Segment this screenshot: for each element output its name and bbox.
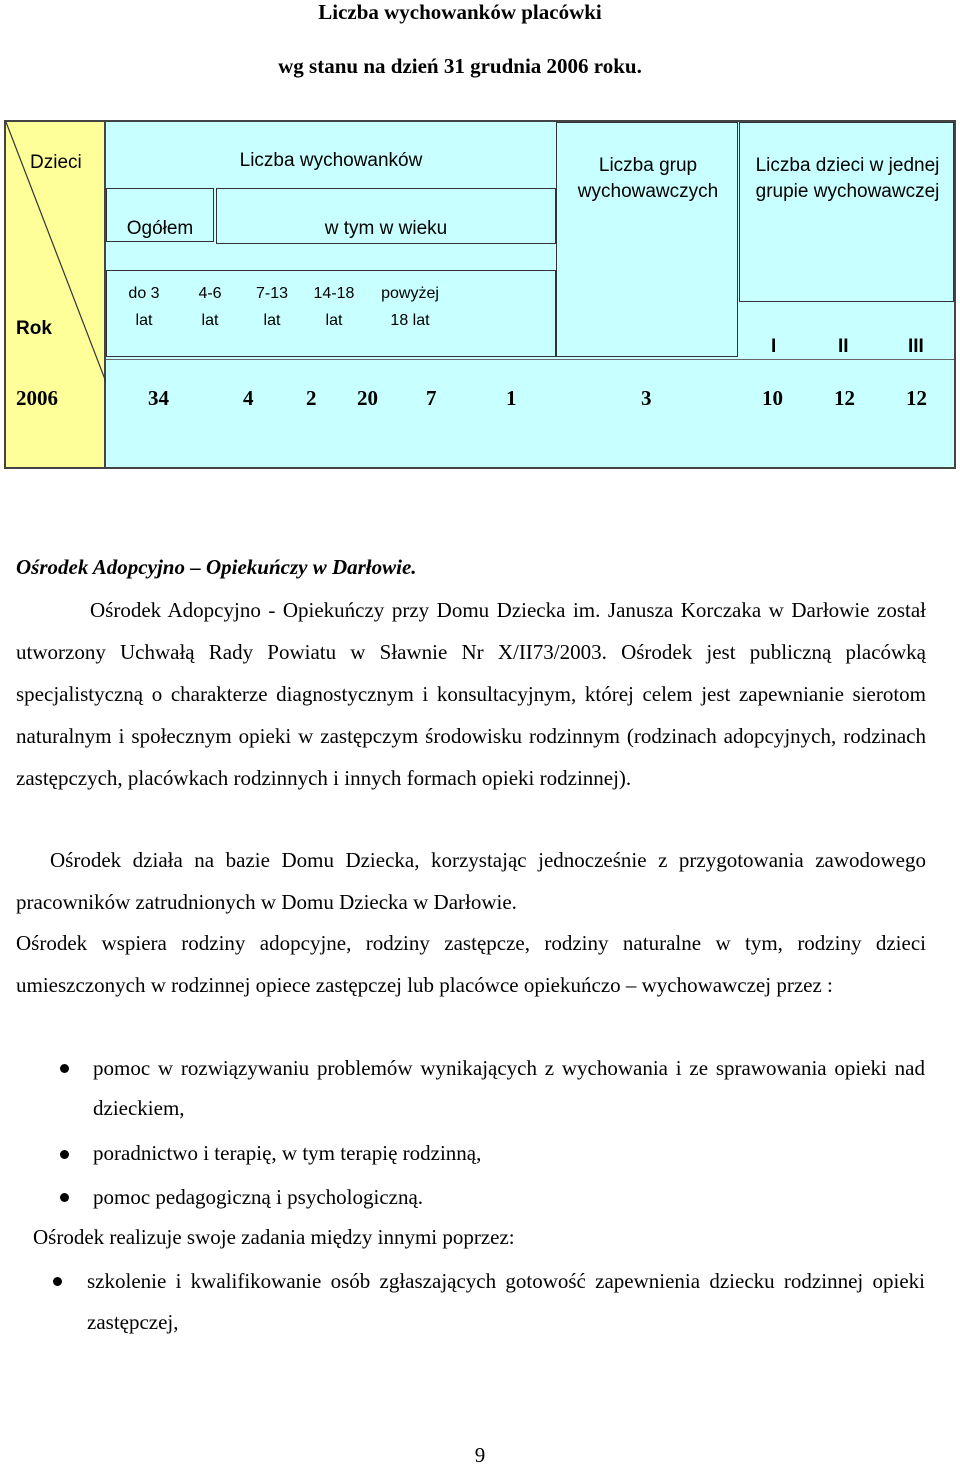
document-subtitle: wg stanu na dzień 31 grudnia 2006 roku.	[278, 54, 642, 78]
total-header-label: Ogółem	[126, 218, 194, 239]
statistics-table	[4, 120, 956, 469]
row-per-group-1: 10	[762, 386, 783, 410]
group-number-2: II	[838, 336, 849, 357]
bullet-icon	[60, 1150, 69, 1159]
age-range-3	[306, 280, 362, 334]
bullet-icon	[53, 1277, 62, 1286]
row-per-group-3: 12	[906, 386, 927, 410]
age-range-2-top: 7-13	[255, 285, 289, 302]
header-children-label: Liczba wychowanków	[239, 150, 423, 171]
row-age-4: 1	[506, 386, 517, 410]
per-group-header-label: Liczba dzieci w jednej grupie wychowawczej	[755, 155, 940, 202]
age-range-4-top: powyżej	[381, 285, 439, 302]
group-number-1: I	[771, 336, 777, 357]
age-range-4-bottom: 18 lat	[390, 312, 430, 329]
age-range-4	[372, 280, 448, 334]
age-range-0-top: do 3	[128, 285, 160, 302]
paragraph-4: Ośrodek realizuje swoje zadania między innymi poprzez:	[33, 1225, 515, 1249]
groups-header-cell	[556, 122, 738, 357]
row-age-0: 4	[243, 386, 254, 410]
age-range-0-bottom: lat	[135, 312, 153, 329]
age-range-3-top: 14-18	[313, 285, 355, 302]
row-age-3: 7	[426, 386, 437, 410]
bullet-item-2: poradnictwo i terapię, w tym terapię rodzinną,	[93, 1141, 482, 1165]
age-range-2	[244, 280, 300, 334]
document-title: Liczba wychowanków placówki	[318, 0, 602, 24]
row-year: 2006	[16, 386, 58, 410]
bullet-item-4: szkolenie i kwalifikowanie osób zgłaszających gotowość zapewnienia dziecku rodzinnej opieki zastępczej,	[87, 1269, 925, 1334]
age-header-label: w tym w wieku	[324, 218, 448, 239]
row-groups: 3	[641, 386, 652, 410]
corner-cell	[6, 122, 106, 467]
bullet-icon	[60, 1193, 69, 1202]
age-range-3-bottom: lat	[325, 312, 343, 329]
data-row	[106, 359, 954, 467]
paragraph-1: Ośrodek Adopcyjno - Opiekuńczy przy Domu Dziecka im. Janusza Korczaka w Darłowie został utworzony Uchwałą Rady Powiatu w Sławnie Nr X/II73/2003. Ośrodek jest publiczną placówką specjalistyczną o charakterze diagnostycznym i konsultacyjnym, której celem jest zapewnianie sierotom naturalnym i społecznym opieki w zastępczym środowisku rodzinnym (rodzinach adopcyjnych, rodzinach zastępczych, placówkach rodzinnych i innych formach opieki rodzinnej).	[16, 598, 926, 790]
row-total: 34	[148, 386, 169, 410]
paragraph-2: Ośrodek działa na bazie Domu Dziecka, korzystając jednocześnie z przygotowania zawodowego pracowników zatrudnionych w Domu Dziecka w Darłowie.	[16, 848, 926, 914]
row-per-group-2: 12	[834, 386, 855, 410]
age-range-1-bottom: lat	[201, 312, 219, 329]
corner-top-label: Dzieci	[30, 152, 82, 173]
age-range-1	[186, 280, 234, 334]
row-age-2: 20	[357, 386, 378, 410]
page-number: 9	[474, 1443, 486, 1467]
paragraph-3: Ośrodek wspiera rodziny adopcyjne, rodziny zastępcze, rodziny naturalne w tym, rodziny dzieci umieszczonych w rodzinnej opiece zastępczej lub placówce opiekuńczo – wychowawczej przez :	[16, 931, 926, 997]
age-range-2-bottom: lat	[263, 312, 281, 329]
group-number-3: III	[908, 336, 924, 357]
row-age-1: 2	[306, 386, 317, 410]
corner-bottom-label: Rok	[16, 318, 52, 339]
groups-header-label: Liczba grup wychowawczych	[577, 155, 719, 202]
bullet-item-1: pomoc w rozwiązywaniu problemów wynikających z wychowania i ze sprawowania opieki nad dzieckiem,	[93, 1056, 925, 1120]
bullet-item-3: pomoc pedagogiczną i psychologiczną.	[93, 1185, 424, 1209]
age-range-1-top: 4-6	[198, 285, 222, 302]
bullet-icon	[60, 1064, 69, 1073]
per-group-header-cell	[739, 122, 954, 302]
section-heading: Ośrodek Adopcyjno – Opiekuńczy w Darłowie.	[16, 555, 417, 579]
age-range-0	[116, 280, 172, 334]
